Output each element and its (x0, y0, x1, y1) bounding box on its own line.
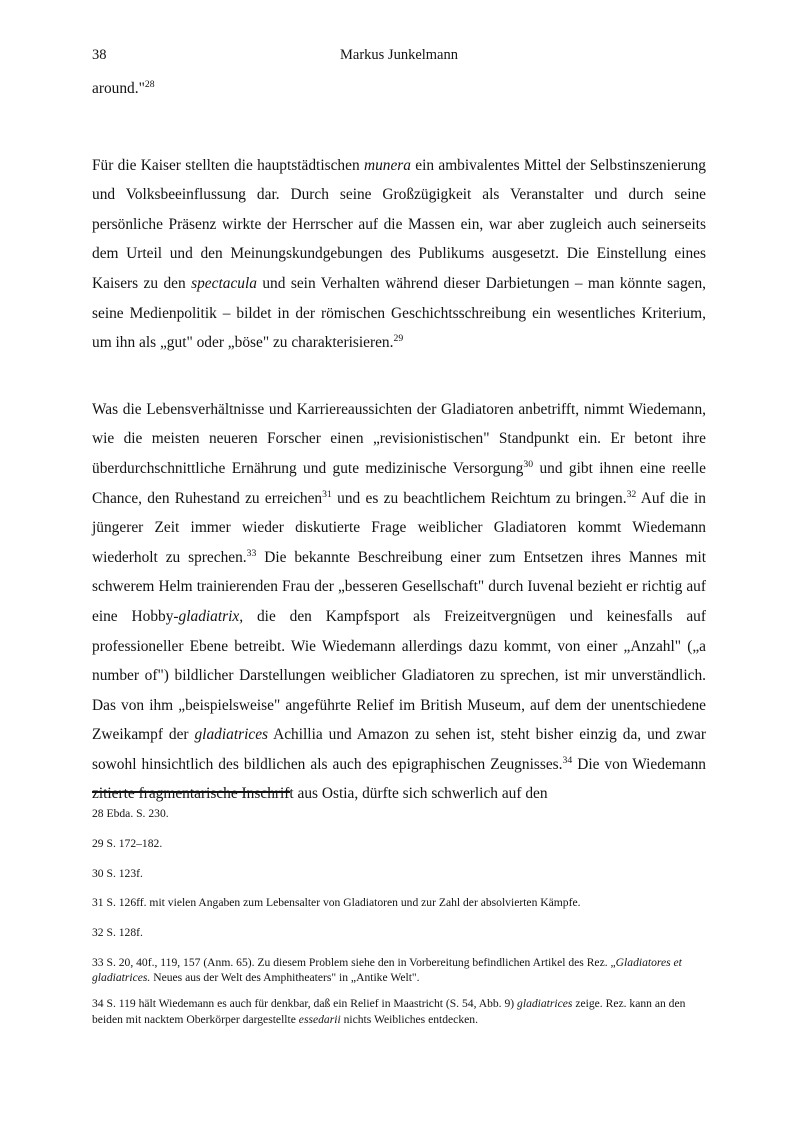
p1-segment-2: ein ambivalentes Mittel der Selbstinszenierung und Volksbeeinflussung dar. Durch seine Großzügigkeit als Veranstalter und durch seine persönliche Präsenz wirkte der Herrscher auf die Massen ein, war aber zugleich auch seinerseits dem Urteil und den Meinungskundgebungen des Publikums ausgesetzt. Die Einstellung eines Kaisers zu den (92, 156, 706, 292)
p2-segment-1: Was die Lebensverhältnisse und Karriereaussichten der Gladiatoren anbetrifft, nimmt Wiedemann, wie die meisten neueren Forscher einen „revisionistischen" Standpunkt ein. Er betont ihre überdurchschnittliche Ernährung und gute medizinische Versorgung (92, 400, 706, 477)
paragraph-carryover (92, 74, 706, 104)
footnotes-section (92, 806, 717, 1027)
running-head-author: Markus Junkelmann (340, 47, 458, 63)
footnote-34-italic-gladiatrices: gladiatrices (517, 997, 573, 1011)
p2-italic-gladiatrices: gladiatrices (194, 726, 269, 744)
footnote-28: 28 Ebda. S. 230. (92, 807, 169, 820)
page-number: 38 (92, 47, 107, 63)
footnote-ref-30: 30 (523, 458, 534, 470)
p1-italic-munera: munera (363, 156, 411, 174)
p2-segment-3: und es zu beachtlichem Reichtum zu bringen. (331, 489, 627, 507)
p2-segment-7: Achillia und Amazon zu sehen ist, steht bisher einzig da, und zwar sowohl hinsichtlich des bildlichen als auch des epigraphischen Zeugnisses. (92, 726, 706, 773)
footnote-separator-rule (92, 791, 290, 793)
footnote-ref-33: 33 (246, 547, 257, 559)
footnote-34-segment-1: 34 S. 119 hält Wiedemann es auch für denkbar, daß ein Relief in Maastricht (S. 54, Abb. 9) (92, 997, 518, 1011)
footnote-32: 32 S. 128f. (92, 926, 143, 940)
paragraph-1 (92, 151, 706, 358)
footnote-29: 29 S. 172–182. (92, 836, 163, 850)
paragraph-gap-1 (92, 104, 706, 151)
carryover-text: around." (92, 80, 145, 97)
body-text-column (92, 74, 706, 809)
p2-segment-5: Die bekannte Beschreibung einer zum Entsetzen ihres Mannes mit schwerem Helm trainierenden Frau der „besseren Gesellschaft" durch Iuvenal bezieht er richtig auf eine Hobby- (92, 548, 706, 625)
footnote-33 (92, 955, 717, 985)
footnote-31: 31 S. 126ff. mit vielen Angaben zum Lebensalter von Gladiatoren und zur Zahl der absolvierten Kämpfe. (92, 896, 581, 910)
footnote-33-segment-2: Neues aus der Welt des Amphitheaters" in „Antike Welt". (150, 971, 420, 985)
footnote-30: 30 S. 123f. (92, 866, 143, 880)
p1-segment-1: Für die Kaiser stellten die hauptstädtischen (92, 156, 364, 174)
footnote-34-segment-2: zeige. Rez. kann an den beiden mit nacktem Oberkörper dargestellte (92, 997, 686, 1026)
paragraph-gap-2 (92, 358, 706, 395)
p2-segment-6: die den Kampfsport als Freizeitvergnügen und keinesfalls auf professioneller Ebene betreibt. Wie Wiedemann allerdings dazu kommt, von einer „Anzahl" („a number of") bildlicher Darstellungen weiblicher Gladiatoren zu sprechen, ist mir unverständlich. Das von ihm „beispielsweise" angeführte Relief im British Museum, auf dem der unentschiedene Zweikampf der (92, 607, 706, 744)
footnote-ref-34: 34 (562, 754, 573, 766)
p1-italic-spectacula: spectacula (191, 274, 257, 292)
footnote-ref-32: 32 (626, 488, 637, 500)
footnote-ref-28: 28 (144, 78, 155, 90)
paragraph-2 (92, 395, 706, 809)
footnote-33-segment-1: 33 S. 20, 40f., 119, 157 (Anm. 65). Zu diesem Problem siehe den in Vorbereitung befindlichen Artikel des Rez. „ (92, 955, 616, 969)
footnote-34-italic-essedarii: essedarii (298, 1012, 341, 1026)
footnote-33-italic-title: Gladiatores et gladiatrices. (92, 955, 682, 985)
p2-segment-2: und gibt ihnen eine reelle Chance, den Ruhestand zu erreichen (92, 459, 707, 507)
footnote-ref-31: 31 (322, 488, 332, 500)
footnote-34 (92, 996, 717, 1026)
running-head (92, 46, 706, 64)
p2-segment-8: Die von Wiedemann zitierte fragmentarische Inschrift aus Ostia, dürfte sich schwerlich auf den (92, 755, 706, 803)
footnote-ref-29: 29 (393, 333, 404, 345)
p2-italic-gladiatrix: gladiatrix, (178, 607, 244, 625)
footnote-34-segment-3: nichts Weibliches entdecken. (340, 1012, 478, 1026)
p2-segment-4: Auf die in jüngerer Zeit immer wieder diskutierte Frage weiblicher Gladiatoren kommt Wiedemann wiederholt zu sprechen. (92, 489, 707, 566)
p1-segment-3: und sein Verhalten während dieser Darbietungen – man könnte sagen, seine Medienpolitik – bildet in der römischen Geschichtsschreibung ein wesentliches Kriterium, um ihn als „gut" oder „böse" zu charakterisieren. (92, 274, 707, 352)
